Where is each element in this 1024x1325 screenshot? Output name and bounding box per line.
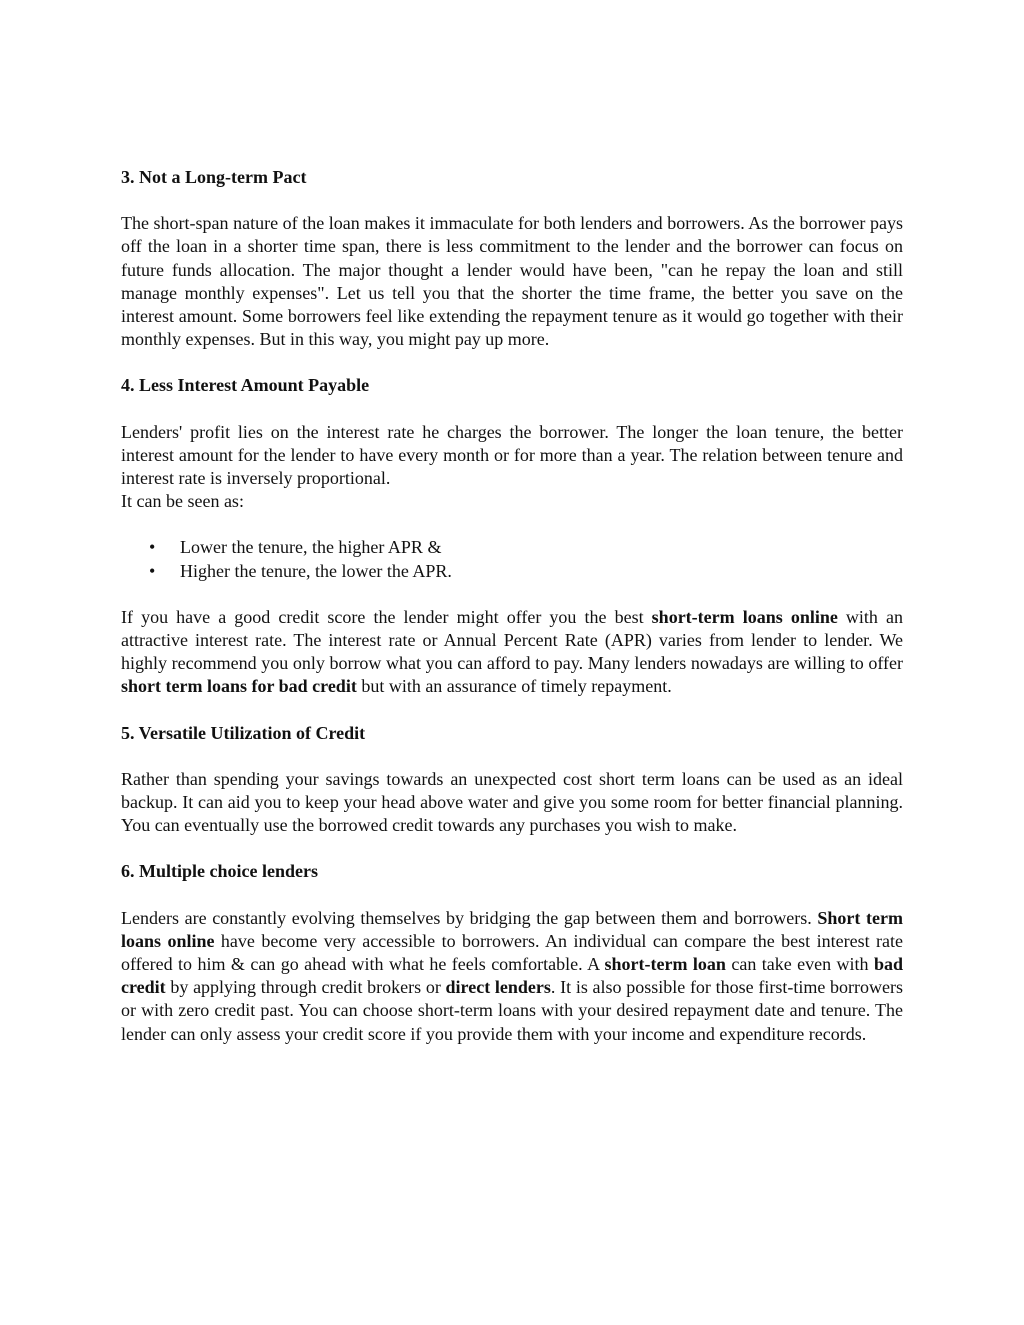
list-item-text: Higher the tenure, the lower the APR.	[180, 560, 452, 581]
text-run: If you have a good credit score the lender might offer you the best	[121, 606, 652, 627]
bold-term-short-term-loan: short-term loan	[604, 954, 726, 975]
text-run: can take even with	[725, 954, 874, 975]
apr-bullet-list	[121, 536, 903, 582]
text-run: Lenders are constantly evolving themselves by bridging the gap between them and borrowers.	[121, 907, 818, 928]
text-run: with an attractive interest rate. The interest rate or Annual Percent Rate (APR) varies from lender to lender. We highly recommend you only borrow what you can afford to pay. Many lenders nowadays are willing to offer	[121, 606, 903, 674]
text-run: have become very accessible to borrowers. An individual can compare the best interest rate offered to him & can go ahead with what he feels comfortable. A	[121, 930, 904, 975]
text-run: by applying through credit brokers or	[165, 977, 446, 998]
bold-term-bad-credit: bad credit	[121, 954, 904, 998]
text-run: but with an assurance of timely repayment.	[356, 676, 672, 697]
section-body-multiple-lenders	[121, 907, 903, 1046]
section-heading-less-interest: 4. Less Interest Amount Payable	[121, 375, 370, 396]
bold-term-short-term-loans-online: Short term loans online	[121, 907, 903, 951]
section-body-versatile-utilization: Rather than spending your savings towards an unexpected cost short term loans can be used as an ideal backup. It can aid you to keep your head above water and give you some room for better financial planning. You can eventually use the borrowed credit towards any purchases you wish to make.	[121, 768, 903, 836]
list-item-text: Lower the tenure, the higher APR &	[180, 537, 442, 558]
bold-term-short-term-loans-online: short-term loans online	[651, 606, 838, 627]
bullet-icon: •	[149, 560, 156, 581]
bullet-icon: •	[149, 537, 156, 558]
section-heading-multiple-lenders: 6. Multiple choice lenders	[121, 861, 318, 882]
bullet-intro: It can be seen as:	[121, 491, 244, 512]
section-heading-versatile-utilization: 5. Versatile Utilization of Credit	[121, 722, 366, 743]
text-run: . It is also possible for those first-time borrowers or with zero credit past. You can choose short-term loans with your desired repayment date and tenure. The lender can only assess your credit score if you provide them with your income and expenditure records.	[121, 977, 903, 1044]
section-heading-not-long-term: 3. Not a Long-term Pact	[121, 167, 307, 187]
list-item	[121, 560, 903, 583]
credit-score-paragraph	[121, 606, 903, 699]
bold-term-direct-lenders: direct lenders	[445, 977, 551, 998]
list-item	[121, 536, 903, 559]
section-body-less-interest: Lenders' profit lies on the interest rate he charges the borrower. The longer the loan tenure, the better interest amount for the lender to have every month or for more than a year. The relation between tenure and interest rate is inversely proportional.	[121, 421, 903, 489]
document-page	[121, 166, 903, 1069]
bold-term-bad-credit-loans: short term loans for bad credit	[121, 676, 357, 697]
section-body-not-long-term: The short-span nature of the loan makes it immaculate for both lenders and borrowers. As the borrower pays off the loan in a shorter time span, there is less commitment to the lender and the borrower can focus on future funds allocation. The major thought a lender would have been, "can he repay the loan and still manage monthly expenses". Let us tell you that the shorter the time frame, the better you save on the interest amount. Some borrowers feel like extending the repayment tenure as it would go together with their monthly expenses. But in this way, you might pay up more.	[121, 213, 903, 350]
